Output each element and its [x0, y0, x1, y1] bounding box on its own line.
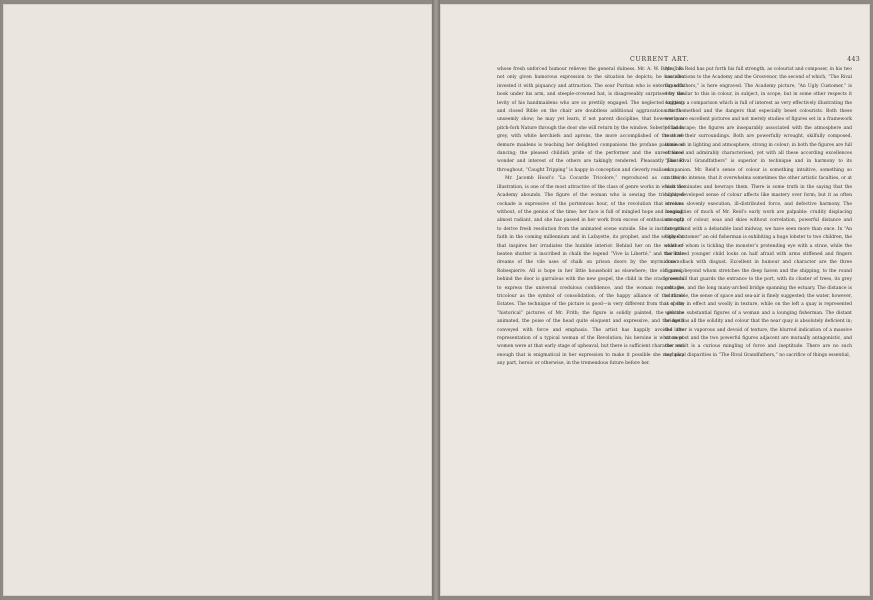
paragraph: Mr. J. R. Reid has put forth his full strength, as colourist and composer, in his two contributions to the Academy and the Grosvenor, the second of which, “The Rival Grandfathers,” is here engraved. The Academy picture, “An Ugly Customer,” is very similar to this in colour, in subject, in scope; but in some other respects it suggests a comparison which is full of interest as very effectively illustrating the artist’s method and the dangers that especially beset colourists. Both these works are excellent pictures and not merely studies of figures set in a framework of landscape; the figures are inseparably associated with the atmosphere and tone of their surroundings. Both are powerfully wrought, skilfully composed, luminous in lighting and atmosphere, strong in colour; in both the figures are full of force and admirably characterised, yet with all these according excellences “The Rival Grandfathers” is superior in technique and in harmony to its companion. Mr. Reid’s sense of colour is something intuitive, something so native, so intense, that it overwhelms sometimes the other artistic faculties, or at least dominates and bewrays them. There is some truth in the saying that the highly-developed sense of colour affects like mastery over form; but it as often involves slovenly execution, ill-distributed force, and defective harmony. The inequalities of much of Mr. Reid’s early work are palpable: crudity displacing strength of colour, seas and skies without correlation, powerful distance and foreground with a debatable land midway, we have seen more than once. In “An Ugly Customer” an old fisherman is exhibiting a huge lobster to two children, the elder of whom is tickling the monster’s protending eye with a straw, while the fair-haired younger child looks on half afraid with arms stiffened and fingers drawn back with disgust. Excellent in humour and character are the three figures, beyond whom stretches the deep haven and the shipping, to the round green hill that guards the entrance to the port, with its cluster of trees, its grey cottages, and the long many-arched bridge spanning the estuary. The distance is admirable, the sense of space and sea-air is finely suggested; the water, however, is spotty in effect and woolly in texture, while on the left a quay is represented with the substantial figures of a woman and a lounging fisherman. The distant bridge has all the solidity and colour that the near quay is absolutely deficient in; the latter is vaporous and devoid of texture, the blurred indication of a massive stone post and the two powerful figures adjacent are mutually antagonistic, and the result is a curious mingling of force and ineptitude. There are no such technical disparities in “The Rival Grandfathers,” no sacrifice of things essential, — [665, 67, 852, 358]
paragraph: whose fresh unforced humour relieves the general dulness. Mr. A. W. Bayes has not only given humorous expression to the situation he depicts; he has also invested it with piquancy and attraction. The sour Puritan who is entering with book under his arm, and steeple-crowned hat, is disagreeably surprised by the levity of his handmaidens who are so prettily engaged. The neglected knitting and closed Bible on the chair are doubtless additional aggravations to the unseemly show; he may yet learn, if not parent discipline, that however you pitch-fork Nature through the door she will return by the window. Soberly clad in grey, with white kerchiefs and aprons, the more accomplished of the three demure maidens is teaching her delighted companions the profane pastime of dancing; the pleased childish pride of the performer and the unrestrained wonder and interest of the others are takingly rendered. Pleasantly painted throughout, “Caught Tripping” is happy in conception and cleverly realised. — [497, 67, 684, 173]
right-page — [440, 4, 870, 596]
book-gutter — [432, 0, 440, 600]
running-head-title: CURRENT ART. — [630, 56, 690, 63]
text-column-right — [665, 66, 852, 360]
paragraph: Mr. Jacomb Hood’s “La Cocarde Tricolore,” reproduced as our third illustration, is one of the most attractive of the class of genre works in which the Academy abounds. The figure of the woman who is sewing the tricoloured cockade is expressive of the portentous hour, of the revolution that streams without, of the genius of the time; her face is full of mingled hope and longing, almost radiant, and she has passed in her work from excess of enthusiasm only to derive fresh resolution from the animated scene outside. She is instinct with faith in the coming millennium and in Lafayette, its prophet, and the sentiment that inspires her irradiates the humble interior. Behind her on the weather-beaten shutter is inscribed in chalk the legend “Vive la Liberté,” and the little dreams of the vile uses of chalk on prison doors by the myrmidons of Robespierre. All is hope in her little household as elsewhere; the old gossip behind the door is garrulous with the new gospel, the child in the cradle seems to express the universal credulous confidence, and the woman regards the tricolour as the symbol of consolidation, of the happy alliance of the three Estates. The technique of the picture is good—is very different from that of the “historical” pictures of Mr. Frith; the figure is solidly painted, the gesture animated, the poise of the head quite eloquent and expressive, and the motif conveyed with force and emphasis. The artist has happily avoided the representation of a typical woman of the Revolution; his heroine is what most women were at that early stage of upheaval, but there is sufficient character and enough that is enigmatical in her expression to make it possible she may play any part, heroic or otherwise, in the tremendous future before her. — [497, 176, 684, 367]
left-page-blank — [3, 4, 432, 596]
page-number: 443 — [847, 56, 860, 63]
text-column-left — [497, 66, 684, 369]
